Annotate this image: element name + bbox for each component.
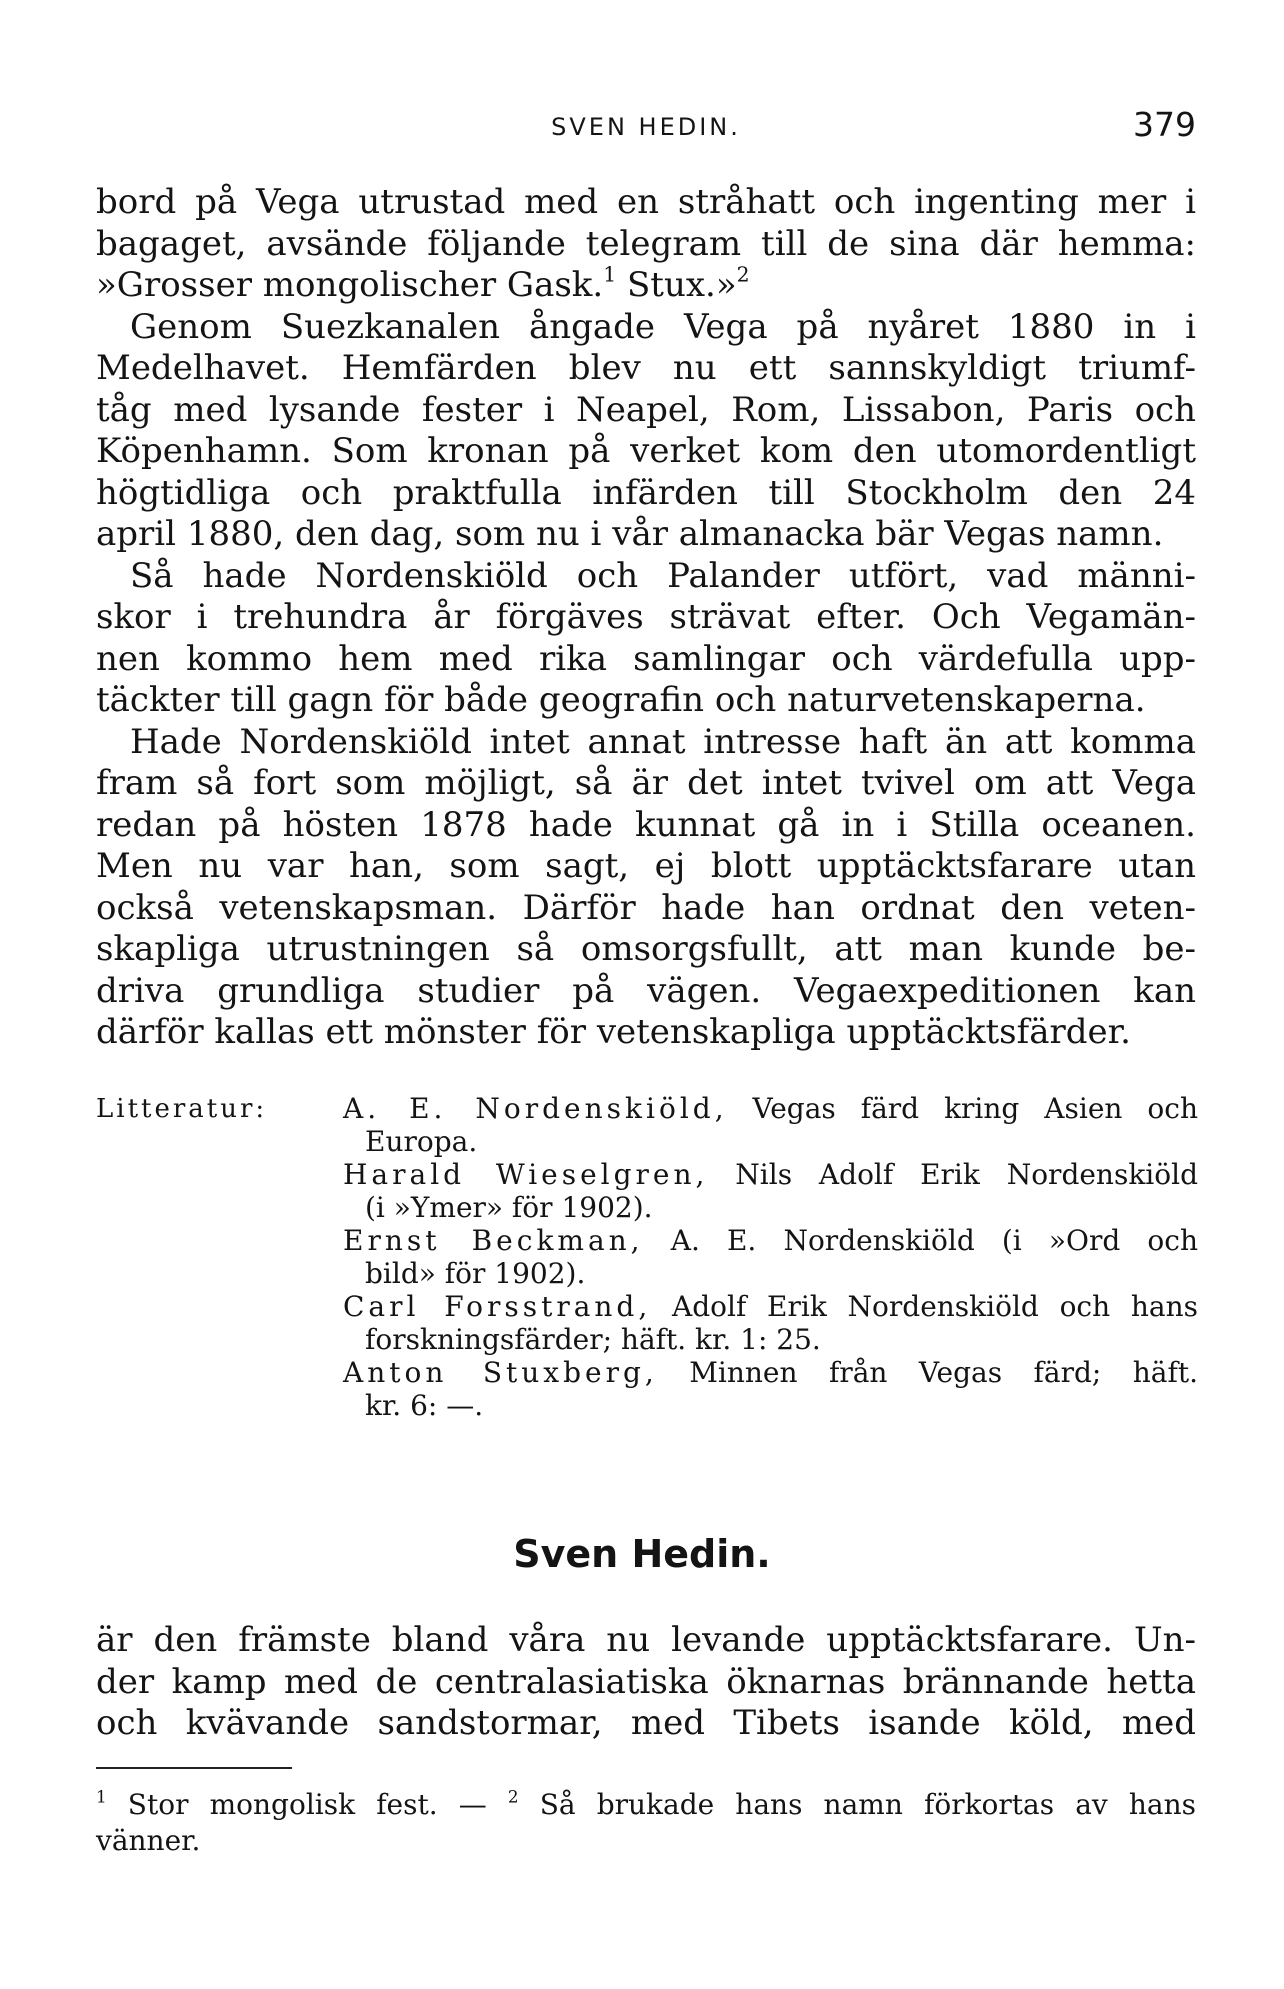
footnote-2-text: Så brukade hans namn förkortas av hans xyxy=(518,1788,1196,1821)
text-line: Så hade Nordenskiöld och Palander utfört, vad männi- xyxy=(130,555,1196,596)
text-line: täckter till gagn för både geografin och naturvetenskaperna. xyxy=(96,680,1146,720)
literature-entry: A. E. Nordenskiöld, Vegas färd kring Asien och xyxy=(343,1092,1198,1125)
literature-author: Anton Stuxberg, xyxy=(343,1356,658,1389)
text-line: och kvävande sandstormar, med Tibets isande köld, med xyxy=(96,1703,1196,1743)
text-line: redan på hösten 1878 hade kunnat gå in i Stilla oceanen. xyxy=(96,804,1196,845)
literature-entry: Carl Forsstrand, Adolf Erik Nordenskiöld och hans xyxy=(343,1290,1198,1323)
text-line: april 1880, den dag, som nu i vår almanacka bär Vegas namn. xyxy=(96,514,1164,554)
text-line: bord på Vega utrustad med en stråhatt och ingenting mer i xyxy=(96,182,1196,222)
literature-entry-cont: kr. 6: —. xyxy=(365,1389,484,1422)
text-line xyxy=(96,262,1196,307)
text-line: Köpenhamn. Som kronan på verket kom den utomordentligt xyxy=(96,431,1196,471)
footnote-mark-2: 2 xyxy=(507,1786,519,1807)
text-line: tåg med lysande fester i Neapel, Rom, Lissabon, Paris och xyxy=(96,389,1196,430)
footnote-line: vänner. xyxy=(96,1824,201,1857)
text-line: bagaget, avsände följande telegram till de sina där hemma: xyxy=(96,223,1196,264)
literature-list xyxy=(343,1092,1198,1422)
text-line: skor i trehundra år förgäves strävat efter. Och Vegamän- xyxy=(96,597,1196,637)
text-line: Medelhavet. Hemfärden blev nu ett sannskyldigt triumf- xyxy=(96,348,1196,388)
text-line: nen kommo hem med rika samlingar och värdefulla upp- xyxy=(96,638,1196,679)
literature-label: Litteratur: xyxy=(96,1094,268,1124)
main-text-block xyxy=(96,182,1196,1054)
text-line: är den främste bland våra nu levande upptäcktsfarare. Un- xyxy=(96,1620,1196,1660)
section-text-block xyxy=(96,1620,1196,1745)
literature-author: Harald Wieselgren, xyxy=(343,1158,709,1191)
literature-entry-cont: Europa. xyxy=(365,1125,478,1158)
literature-entry-cont: forskningsfärder; häft. kr. 1: 25. xyxy=(365,1323,821,1356)
page-number: 379 xyxy=(1133,105,1196,144)
footnote-divider xyxy=(96,1767,292,1769)
literature-entry-cont: bild» för 1902). xyxy=(365,1257,586,1290)
literature-entry: Anton Stuxberg, Minnen från Vegas färd; häft. xyxy=(343,1356,1198,1389)
footnotes xyxy=(96,1787,1196,1859)
text-line: Genom Suezkanalen ångade Vega på nyåret 1880 in i xyxy=(130,306,1196,347)
text-line: Men nu var han, som sagt, ej blott upptäcktsfarare utan xyxy=(96,846,1196,886)
text-line: fram så fort som möjligt, så är det intet tvivel om att Vega xyxy=(96,763,1196,803)
footnote-ref-2: 2 xyxy=(736,262,750,287)
footnote-line xyxy=(96,1787,1196,1823)
running-title: SVEN HEDIN. xyxy=(551,113,741,141)
footnote-1-text: Stor mongolisk fest. — xyxy=(106,1788,508,1821)
text-line: Hade Nordenskiöld intet annat intresse haft än att komma xyxy=(130,721,1196,762)
telegram-text: »Grosser mongolischer Gask. xyxy=(96,265,604,305)
footnote-ref-1: 1 xyxy=(603,262,617,287)
text-line: också vetenskapsman. Därför hade han ordnat den veten- xyxy=(96,887,1196,928)
telegram-text-end: Stux.» xyxy=(616,265,737,305)
literature-entry-cont: (i »Ymer» för 1902). xyxy=(365,1191,653,1224)
literature-author: A. E. Nordenskiöld, xyxy=(343,1092,728,1125)
section-heading: Sven Hedin. xyxy=(513,1532,771,1576)
literature-author: Carl Forsstrand, xyxy=(343,1290,652,1323)
literature-entry: Ernst Beckman, A. E. Nordenskiöld (i »Ord och xyxy=(343,1224,1198,1257)
literature-author: Ernst Beckman, xyxy=(343,1224,644,1257)
footnote-mark-1: 1 xyxy=(96,1786,107,1807)
text-line: der kamp med de centralasiatiska öknarnas brännande hetta xyxy=(96,1661,1196,1702)
text-line: driva grundliga studier på vägen. Vegaexpeditionen kan xyxy=(96,970,1196,1011)
text-line: skapliga utrustningen så omsorgsfullt, att man kunde be- xyxy=(96,929,1196,969)
literature-entry: Harald Wieselgren, Nils Adolf Erik Nordenskiöld xyxy=(343,1158,1198,1191)
text-line: därför kallas ett mönster för vetenskapliga upptäcktsfärder. xyxy=(96,1012,1131,1052)
text-line: högtidliga och praktfulla infärden till Stockholm den 24 xyxy=(96,472,1196,513)
running-header xyxy=(96,105,1196,145)
